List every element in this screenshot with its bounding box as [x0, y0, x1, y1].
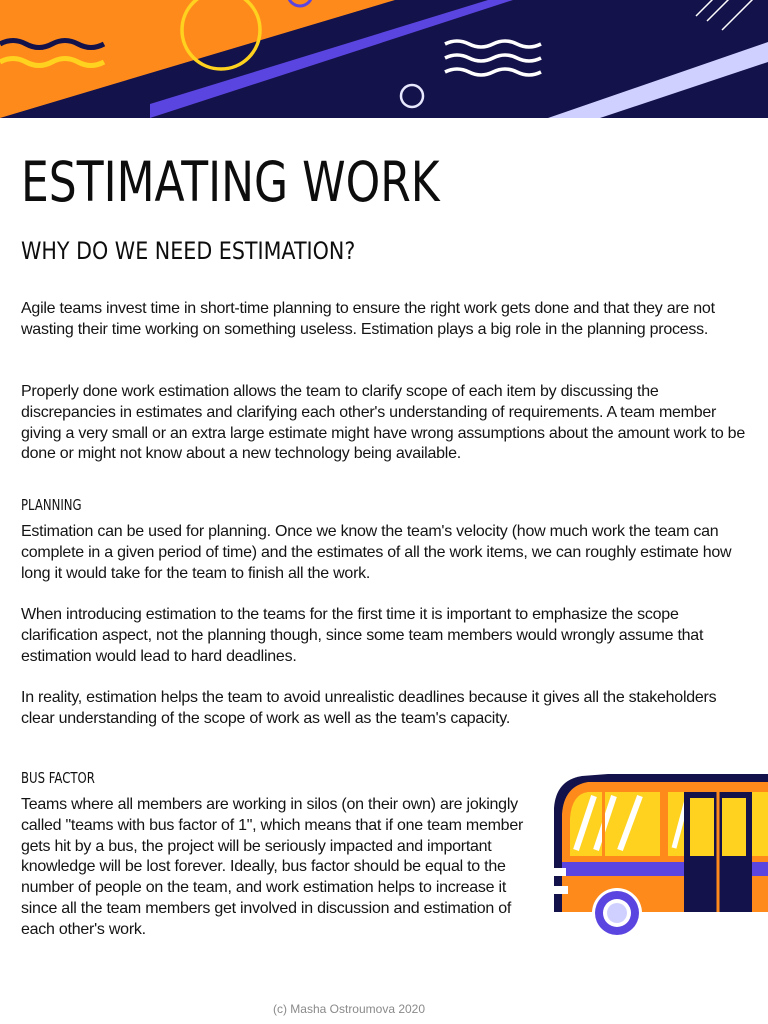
- page-title: ESTIMATING WORK: [21, 150, 440, 214]
- bus-factor-heading: BUS FACTOR: [21, 769, 95, 787]
- planning-paragraph-1: Estimation can be used for planning. Once we know the team's velocity (how much work the team can complete in a given period of time) and the estimates of all the work items, we can roughly estimate how long it would take for the team to finish all the work.: [21, 523, 732, 582]
- bus-factor-paragraph: Teams where all members are working in silos (on their own) are jokingly called "teams with bus factor of 1", which means that if one team member gets hit by a bus, the project will be seriously impacted and important knowledge will be lost forever. Ideally, bus factor should be equal to the number of people on the team, and work estimation helps to increase it since all the team members get involved in discussion and estimation of each other's work.: [21, 796, 524, 938]
- planning-heading: PLANNING: [21, 496, 82, 514]
- bus-illustration: [548, 768, 768, 940]
- page-subtitle: WHY DO WE NEED ESTIMATION?: [21, 237, 356, 265]
- banner-pattern-graphic: [0, 0, 768, 118]
- intro-paragraph-1: Agile teams invest time in short-time planning to ensure the right work gets done and that they are not wasting their time working on something useless. Estimation plays a big role in the planning process.: [21, 300, 715, 338]
- planning-paragraph-3: In reality, estimation helps the team to avoid unrealistic deadlines because it gives all the stakeholders clear understanding of the scope of work as well as the team's capacity.: [21, 689, 717, 727]
- copyright-footer: (c) Masha Ostroumova 2020: [272, 1002, 426, 1016]
- planning-paragraph-2: When introducing estimation to the teams for the first time it is important to emphasize the scope clarification aspect, not the planning though, since some team members would wrongly assume that estimation would lead to hard deadlines.: [21, 606, 704, 665]
- intro-paragraph-2: Properly done work estimation allows the team to clarify scope of each item by discussing the discrepancies in estimates and clarifying each other's understanding of requirements. A team member giving a very small or an extra large estimate might have wrong assumptions about the amount work to be done or might not know about a new technology being available.: [21, 383, 745, 463]
- decorative-banner: [0, 0, 768, 118]
- bus-icon: [548, 768, 768, 940]
